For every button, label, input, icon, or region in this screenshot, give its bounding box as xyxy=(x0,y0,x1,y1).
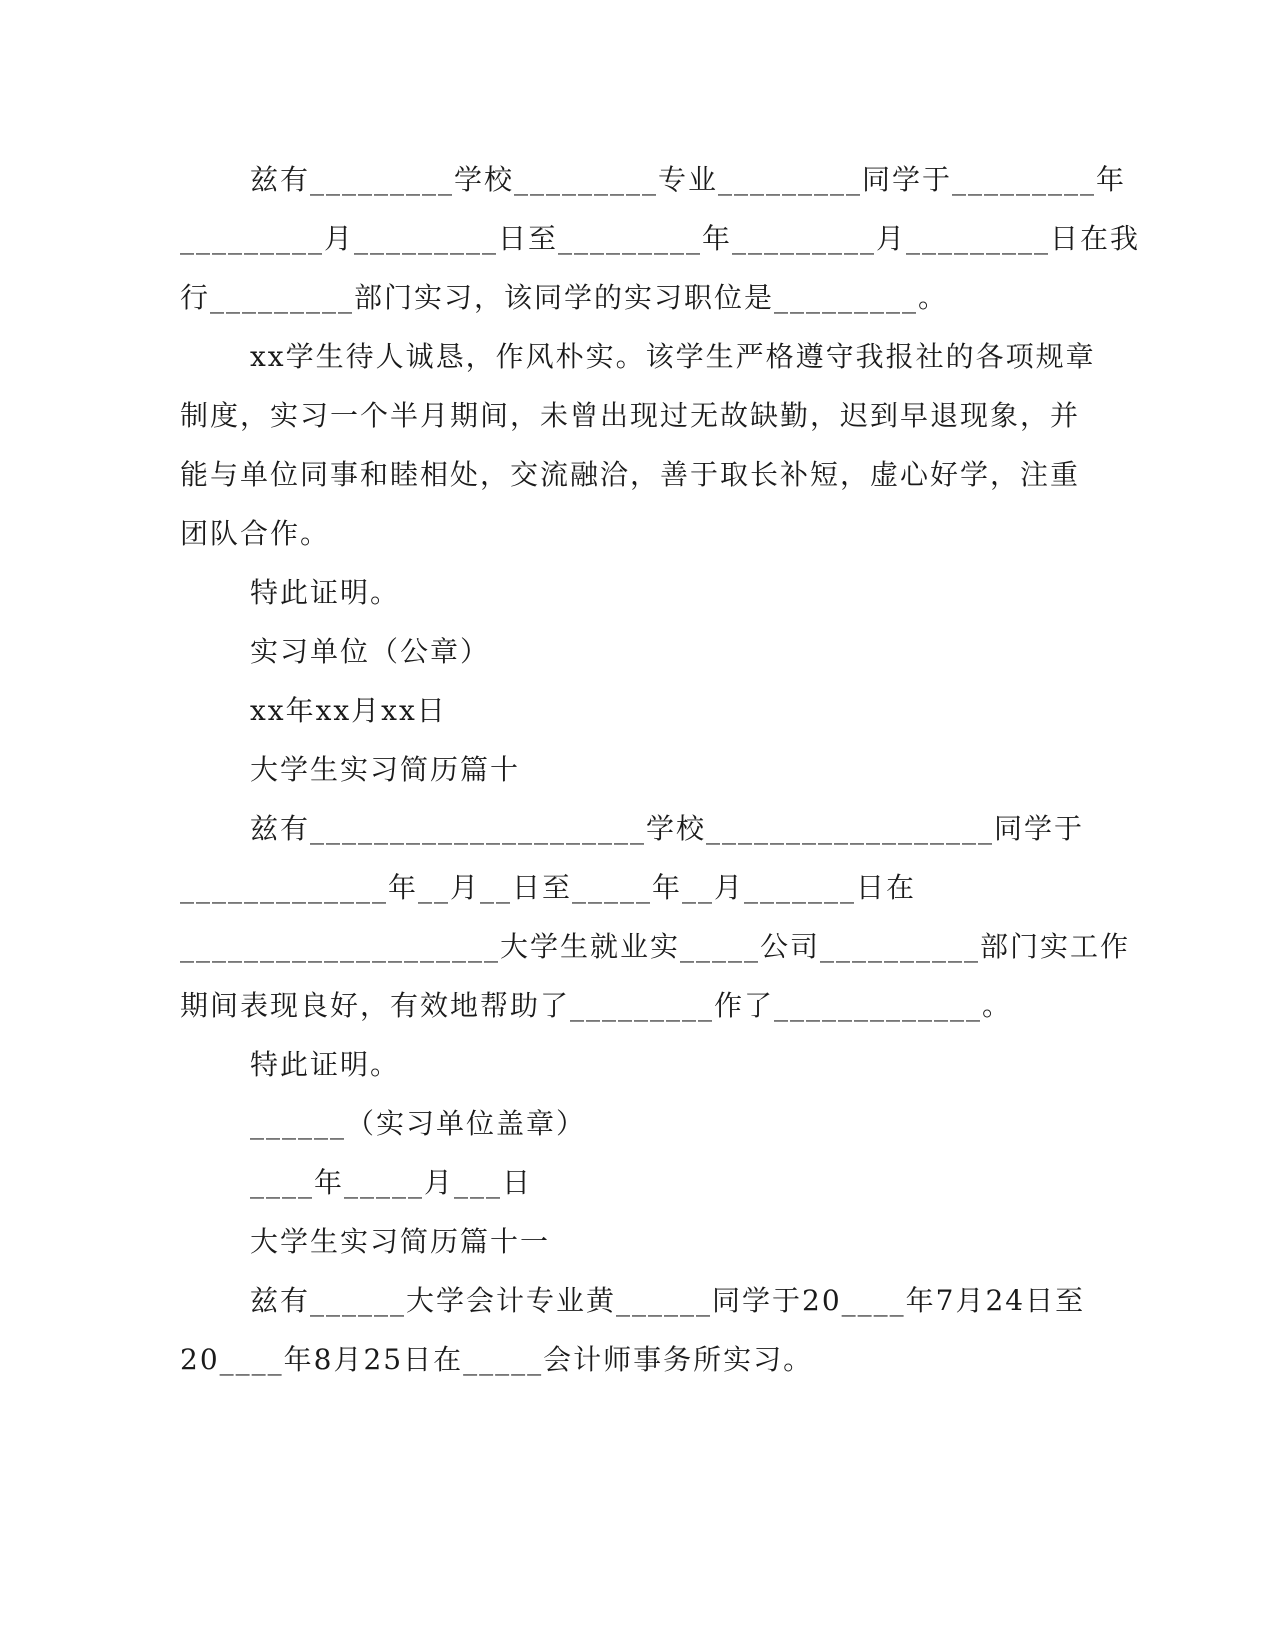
text-line: 实习单位（公章） xyxy=(250,635,491,668)
text-line: 制度，实习一个半月期间，未曾出现过无故缺勤，迟到早退现象，并 xyxy=(180,399,1081,432)
text-line: ______（实习单位盖章） xyxy=(250,1107,587,1140)
text-line: xx年xx月xx日 xyxy=(250,694,447,727)
text-line: 兹有_________学校_________专业_________同学于_________年 xyxy=(250,163,1127,196)
section-heading: 大学生实习简历篇十 xyxy=(250,753,521,786)
text-line: 特此证明。 xyxy=(250,1048,401,1081)
text-line: 期间表现良好，有效地帮助了_________作了_____________。 xyxy=(180,989,1013,1022)
text-line: 行_________部门实习，该同学的实习职位是_________。 xyxy=(180,281,949,314)
text-line: _____________年__月__日至_____年__月_______日在 xyxy=(180,871,917,904)
text-line: 特此证明。 xyxy=(250,576,401,609)
text-line: 兹有_____________________学校__________________同学于 xyxy=(250,812,1085,845)
text-line: xx学生待人诚恳，作风朴实。该学生严格遵守我报社的各项规章 xyxy=(250,340,1096,373)
text-line: ____________________大学生就业实_____公司__________部门实工作 xyxy=(180,930,1131,963)
text-line: _________月_________日至_________年_________月_________日在我 xyxy=(180,222,1141,255)
text-line: 团队合作。 xyxy=(180,517,331,550)
section-heading: 大学生实习简历篇十一 xyxy=(250,1225,551,1258)
text-line: 兹有______大学会计专业黄______同学于20____年7月24日至 xyxy=(250,1284,1086,1317)
text-line: 20____年8月25日在_____会计师事务所实习。 xyxy=(180,1343,814,1376)
text-line: ____年_____月___日 xyxy=(250,1166,533,1199)
text-line: 能与单位同事和睦相处，交流融洽，善于取长补短，虚心好学，注重 xyxy=(180,458,1081,491)
